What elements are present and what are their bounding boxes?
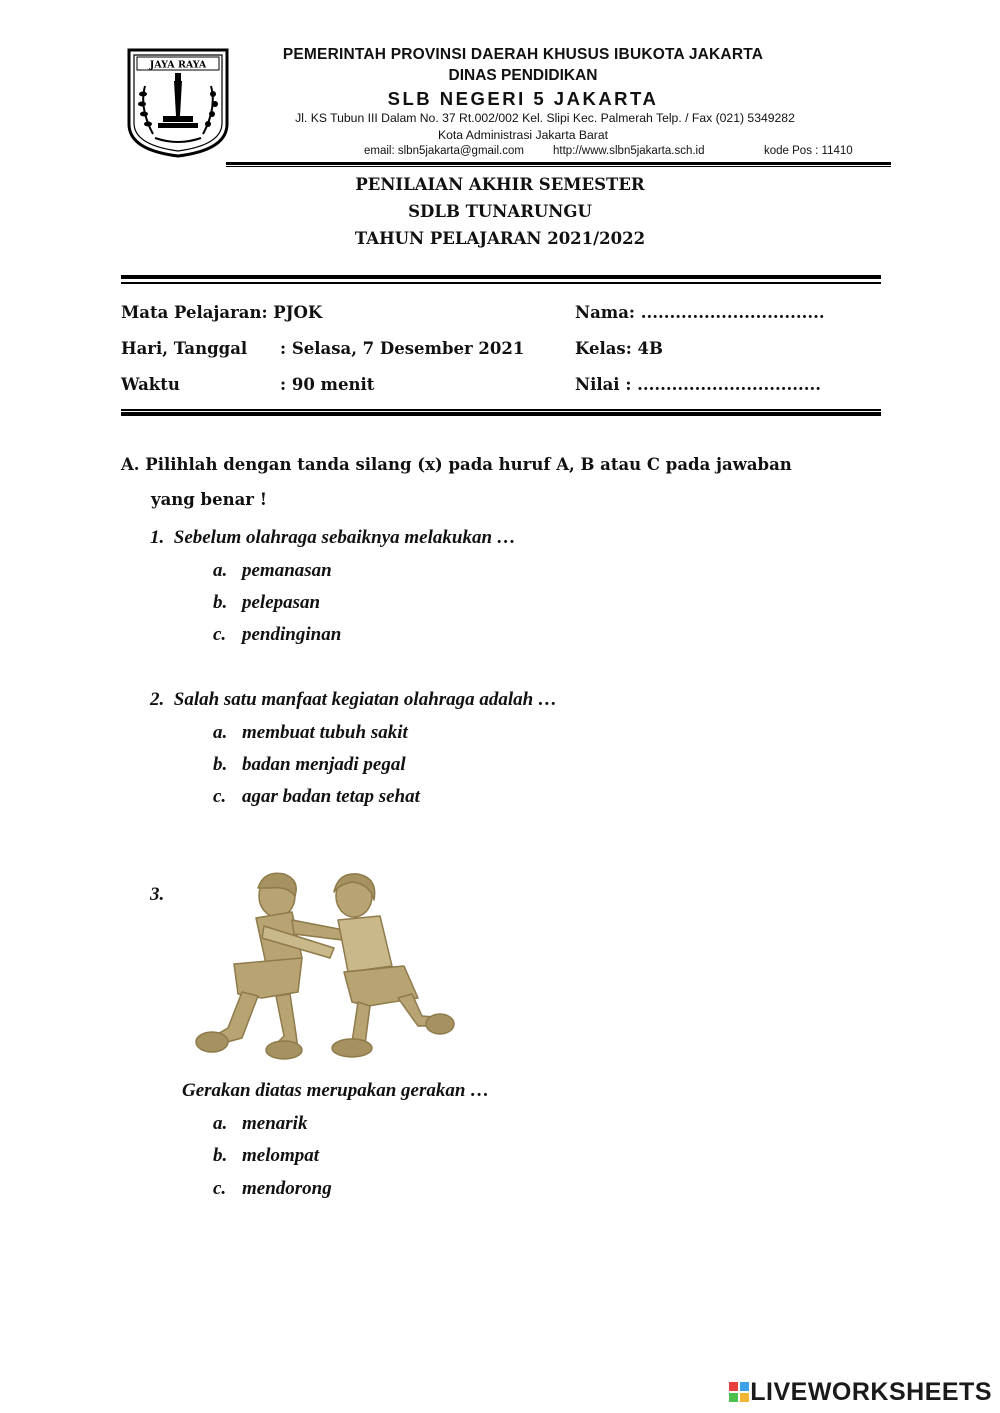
question-3-option-c[interactable] bbox=[213, 1178, 332, 1200]
option-letter: b. bbox=[213, 592, 228, 613]
question-1-option-b[interactable] bbox=[213, 592, 320, 614]
date-value: : Selasa, 7 Desember 2021 bbox=[280, 339, 525, 358]
time-value: : 90 menit bbox=[280, 375, 375, 394]
option-text: pendinginan bbox=[242, 624, 342, 645]
option-text: melompat bbox=[242, 1145, 320, 1166]
question-3-option-b[interactable] bbox=[213, 1145, 319, 1167]
letterhead-divider-thin bbox=[226, 166, 891, 167]
brand-text: LIVEWORKSHEETS bbox=[750, 1378, 992, 1406]
option-letter: b. bbox=[213, 754, 228, 775]
postal-code: kode Pos : 11410 bbox=[764, 145, 853, 157]
date-label: Hari, Tanggal bbox=[121, 339, 248, 358]
question-2-option-c[interactable] bbox=[213, 786, 420, 808]
question-number: 2. bbox=[150, 689, 165, 710]
letterhead-divider bbox=[226, 162, 891, 165]
question-text: Salah satu manfaat kegiatan olahraga adalah … bbox=[173, 689, 557, 710]
liveworksheets-brand[interactable] bbox=[729, 1378, 992, 1407]
option-letter: c. bbox=[213, 786, 227, 807]
option-text: pemanasan bbox=[242, 560, 332, 581]
city-name: Kota Administrasi Jakarta Barat bbox=[437, 128, 609, 142]
question-1 bbox=[150, 527, 516, 549]
option-text: mendorong bbox=[242, 1178, 332, 1199]
school-email: email: slbn5jakarta@gmail.com bbox=[364, 145, 524, 157]
question-2-option-a[interactable] bbox=[213, 722, 408, 744]
government-name: PEMERINTAH PROVINSI DAERAH KHUSUS IBUKOTA JAKARTA bbox=[282, 46, 764, 63]
section-a-instruction-cont: yang benar ! bbox=[151, 490, 267, 509]
option-letter: a. bbox=[213, 560, 228, 581]
school-address: Jl. KS Tubun III Dalam No. 37 Rt.002/002 Kel. Slipi Kec. Palmerah Telp. / Fax (021) 5349282 bbox=[295, 111, 795, 125]
two-children-pushing-illustration bbox=[184, 866, 466, 1066]
liveworksheets-logo-icon bbox=[729, 1380, 749, 1400]
question-2 bbox=[150, 689, 557, 711]
logo-motto: JAYA RAYA bbox=[149, 59, 207, 71]
option-text: pelepasan bbox=[242, 592, 321, 613]
option-letter: a. bbox=[213, 1113, 228, 1134]
school-website: http://www.slbn5jakarta.sch.id bbox=[553, 145, 705, 157]
exam-title: PENILAIAN AKHIR SEMESTER bbox=[355, 175, 645, 194]
school-name: SLB NEGERI 5 JAKARTA bbox=[387, 88, 659, 109]
question-3-option-a[interactable] bbox=[213, 1113, 307, 1135]
jakarta-logo bbox=[125, 46, 231, 159]
option-text: menarik bbox=[242, 1113, 308, 1134]
info-bottom-rule bbox=[121, 412, 881, 416]
time-label: Waktu bbox=[121, 375, 180, 394]
question-3-text: Gerakan diatas merupakan gerakan … bbox=[182, 1080, 490, 1101]
student-name-field[interactable]: Nama: ................................ bbox=[575, 303, 825, 322]
department-name: DINAS PENDIDIKAN bbox=[448, 67, 598, 84]
question-1-option-a[interactable] bbox=[213, 560, 332, 582]
info-top-rule bbox=[121, 275, 881, 279]
exam-year: TAHUN PELAJARAN 2021/2022 bbox=[354, 229, 646, 248]
info-bottom-rule-thin bbox=[121, 409, 881, 411]
option-text: membuat tubuh sakit bbox=[242, 722, 408, 743]
question-number: 1. bbox=[150, 527, 165, 548]
option-text: agar badan tetap sehat bbox=[242, 786, 420, 807]
option-letter: c. bbox=[213, 1178, 227, 1199]
score-field[interactable]: Nilai : ................................ bbox=[575, 375, 821, 394]
option-text: badan menjadi pegal bbox=[242, 754, 406, 775]
question-3-number: 3. bbox=[150, 884, 165, 905]
class-field: Kelas: 4B bbox=[575, 339, 663, 358]
question-1-option-c[interactable] bbox=[213, 624, 341, 646]
option-letter: c. bbox=[213, 624, 227, 645]
question-text: Sebelum olahraga sebaiknya melakukan … bbox=[173, 527, 516, 548]
option-letter: b. bbox=[213, 1145, 228, 1166]
info-top-rule-thin bbox=[121, 282, 881, 284]
exam-level: SDLB TUNARUNGU bbox=[408, 202, 592, 221]
section-a-instruction: A. Pilihlah dengan tanda silang (x) pada huruf A, B atau C pada jawaban bbox=[121, 455, 792, 474]
question-2-option-b[interactable] bbox=[213, 754, 406, 776]
option-letter: a. bbox=[213, 722, 228, 743]
subject-field: Mata Pelajaran: PJOK bbox=[121, 303, 323, 322]
